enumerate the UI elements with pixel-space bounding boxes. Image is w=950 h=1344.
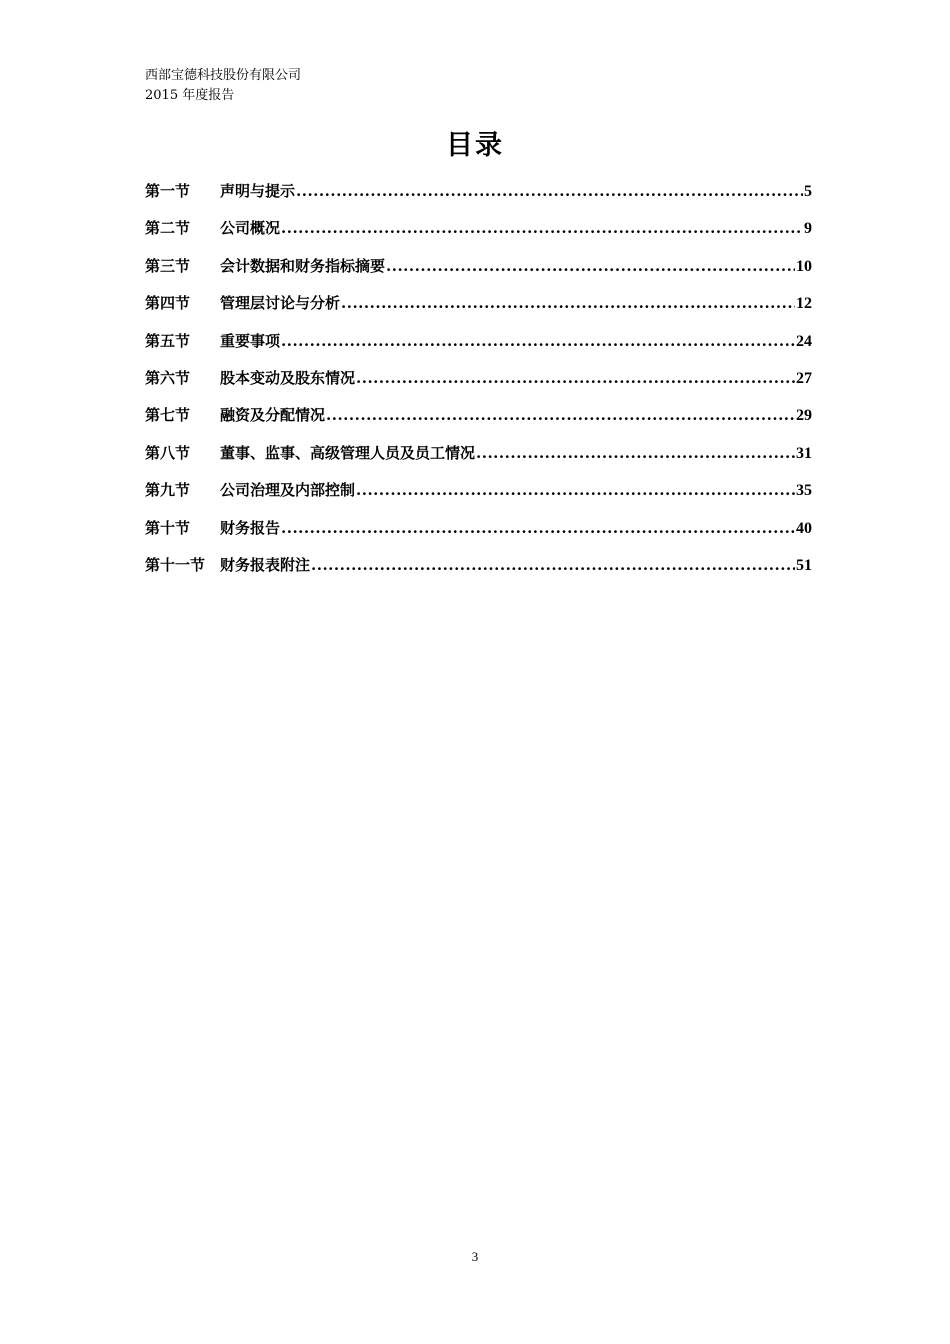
toc-section-title: 声明与提示 bbox=[220, 182, 296, 200]
toc-section-title: 董事、监事、高级管理人员及员工情况 bbox=[220, 443, 476, 462]
toc-page-number: 29 bbox=[796, 407, 812, 425]
toc-page-number: 40 bbox=[796, 519, 812, 537]
toc-page-number: 27 bbox=[796, 369, 812, 387]
toc-page-number: 35 bbox=[796, 482, 812, 500]
toc-entry-section-6[interactable] bbox=[145, 365, 812, 402]
toc-dot-leader bbox=[356, 477, 795, 503]
toc-section-number: 第三节 bbox=[145, 256, 191, 275]
page-number: 3 bbox=[471, 1249, 479, 1264]
toc-section-title: 公司概况 bbox=[220, 219, 281, 238]
toc-page-number: 10 bbox=[796, 257, 812, 275]
toc-entry-section-4[interactable] bbox=[145, 290, 812, 327]
toc-section-number: 第七节 bbox=[145, 406, 191, 425]
toc-section-number: 第四节 bbox=[145, 294, 191, 313]
toc-entry-section-11[interactable] bbox=[145, 552, 812, 589]
company-name: 西部宝德科技股份有限公司 bbox=[145, 68, 302, 83]
toc-section-title: 财务报表附注 bbox=[220, 555, 311, 574]
toc-entry-section-10[interactable] bbox=[145, 515, 812, 552]
toc-entry-section-2[interactable] bbox=[145, 215, 812, 252]
toc-entry-section-8[interactable] bbox=[145, 440, 812, 477]
toc-dot-leader bbox=[341, 290, 795, 316]
toc-section-number: 第二节 bbox=[145, 219, 191, 238]
toc-dot-leader bbox=[296, 178, 803, 204]
toc-dot-leader bbox=[356, 365, 795, 391]
toc-section-number: 第九节 bbox=[145, 481, 191, 500]
toc-page-number: 51 bbox=[796, 556, 812, 574]
toc-entry-section-3[interactable] bbox=[145, 253, 812, 290]
toc-dot-leader bbox=[281, 515, 795, 541]
toc-entry-section-5[interactable] bbox=[145, 328, 812, 365]
toc-section-title: 股本变动及股东情况 bbox=[220, 368, 356, 387]
page-header bbox=[145, 66, 301, 106]
toc-dot-leader bbox=[281, 328, 795, 354]
toc-dot-leader bbox=[311, 552, 795, 578]
toc-section-number: 第十一节 bbox=[145, 555, 206, 574]
toc-section-number: 第五节 bbox=[145, 331, 191, 350]
toc-section-title: 重要事项 bbox=[220, 331, 281, 350]
toc-section-number: 第八节 bbox=[145, 443, 191, 462]
toc-dot-leader bbox=[281, 215, 803, 241]
toc-section-number: 第一节 bbox=[145, 182, 191, 200]
toc-section-title: 管理层讨论与分析 bbox=[220, 294, 341, 313]
toc-page-number: 12 bbox=[796, 295, 812, 313]
toc-section-title: 融资及分配情况 bbox=[220, 406, 326, 425]
toc-page-number: 9 bbox=[804, 220, 812, 238]
toc-section-title: 会计数据和财务指标摘要 bbox=[220, 256, 386, 275]
toc-dot-leader bbox=[386, 253, 795, 279]
page-title: 目录 bbox=[446, 130, 504, 161]
toc-section-number: 第六节 bbox=[145, 368, 191, 387]
table-of-contents bbox=[145, 178, 812, 589]
toc-dot-leader bbox=[326, 402, 795, 428]
report-title: 2015 年度报告 bbox=[145, 88, 235, 103]
toc-section-title: 财务报告 bbox=[220, 518, 281, 537]
toc-page-number: 31 bbox=[796, 444, 812, 462]
toc-entry-section-7[interactable] bbox=[145, 402, 812, 439]
toc-page-number: 24 bbox=[796, 332, 812, 350]
toc-dot-leader bbox=[476, 440, 795, 466]
toc-page-number: 5 bbox=[804, 183, 812, 200]
toc-entry-section-9[interactable] bbox=[145, 477, 812, 514]
toc-entry-section-1[interactable] bbox=[145, 178, 812, 215]
toc-section-number: 第十节 bbox=[145, 518, 191, 537]
toc-section-title: 公司治理及内部控制 bbox=[220, 481, 356, 500]
